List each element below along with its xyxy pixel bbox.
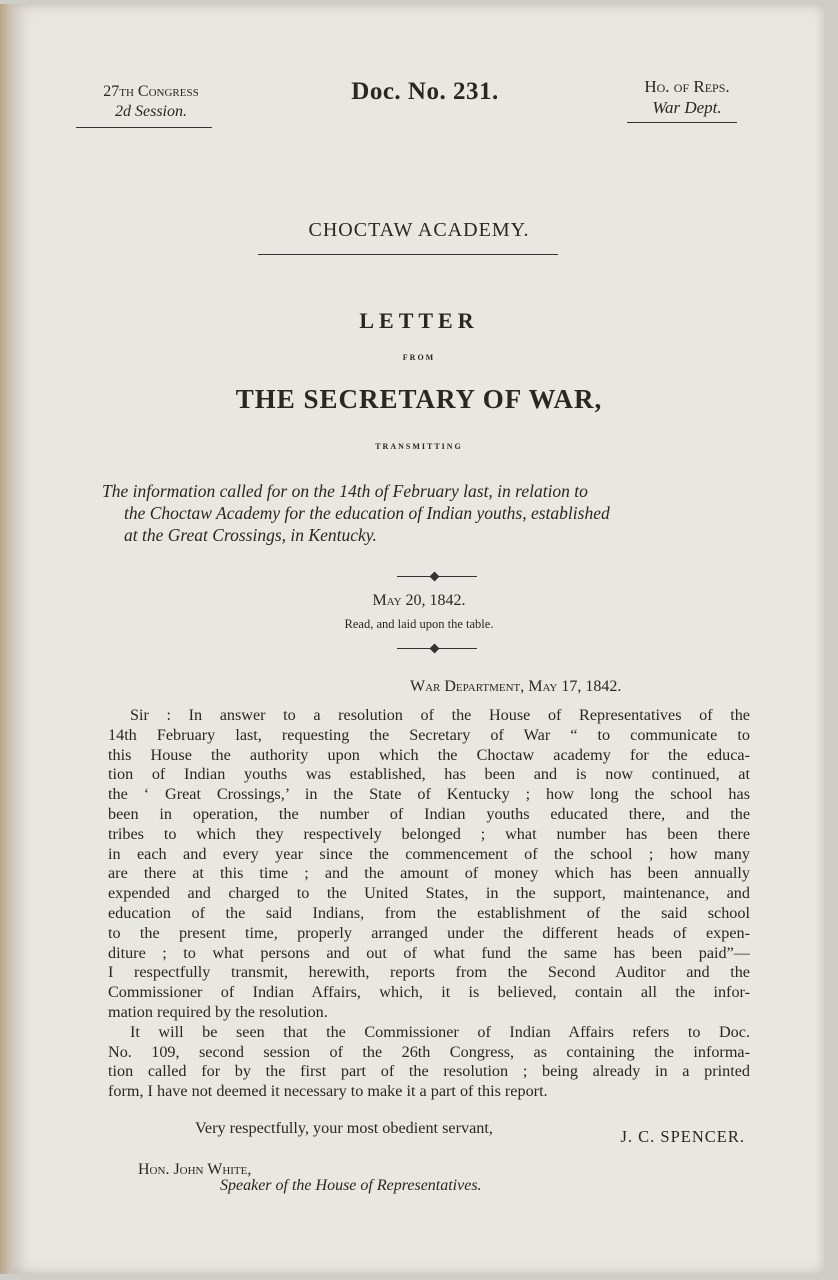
signature: J. C. SPENCER. (620, 1127, 745, 1146)
body-line: diture ; to what persons and out of what fund the same has been paid”— (108, 943, 750, 962)
body-line: been in operation, the number of Indian youths educated there, and the (108, 804, 750, 823)
subject-title: CHOCTAW ACADEMY. (308, 219, 530, 241)
letter-origin: War Department, May 17, 1842. (410, 678, 622, 695)
body-line: I respectfully transmit, herewith, reports from the Second Auditor and the (108, 963, 750, 982)
house-dept-header (622, 76, 752, 118)
body-line: mation required by the resolution. (108, 1002, 328, 1021)
body-line: this House the authority upon which the Choctaw academy for the educa- (108, 745, 750, 764)
congress-session-header (76, 82, 226, 122)
body-line: No. 109, second session of the 26th Congress, as containing the informa- (108, 1042, 750, 1061)
information-description (102, 480, 752, 546)
info-line: the Choctaw Academy for the education of Indian youths, established (124, 503, 610, 523)
body-line: Sir : In answer to a resolution of the House of Representatives of the (130, 706, 750, 724)
department-label: War Dept. (652, 98, 722, 117)
from-label: FROM (402, 353, 436, 362)
date-line: May 20, 1842. (372, 592, 466, 609)
body-line: in each and every year since the commencement of the school ; how many (108, 844, 750, 863)
letter-heading: LETTER (359, 308, 479, 333)
header-rule-left (76, 127, 212, 128)
body-line: are there at this time ; and the amount of money which has been annually (108, 864, 750, 883)
body-line: education of the said Indians, from the establishment of the said school (108, 903, 750, 922)
addressee-name: Hon. John White, (138, 1161, 252, 1178)
house-label: Ho. of Reps. (644, 77, 730, 96)
body-line: 14th February last, requesting the Secretary of War “ to communicate to (108, 725, 750, 744)
body-line: tribes to which they respectively belonged ; what number has been there (108, 824, 750, 843)
body-line: Commissioner of Indian Affairs, which, it is believed, contain all the infor- (108, 983, 750, 1002)
letter-body (108, 706, 750, 1102)
secretary-heading: THE SECRETARY OF WAR, (235, 384, 603, 414)
info-line: The information called for on the 14th of February last, in relation to (102, 481, 588, 501)
body-line: tion of Indian youths was established, has been and is now continued, at (108, 765, 750, 784)
ornament-divider-bottom (397, 644, 477, 654)
doc-number: Doc. No. 231. (351, 78, 499, 105)
info-line: at the Great Crossings, in Kentucky. (124, 525, 377, 545)
body-line: It will be seen that the Commissioner of Indian Affairs refers to Doc. (130, 1022, 750, 1041)
subject-rule (258, 254, 558, 255)
body-line: tion called for by the first part of the resolution ; being already in a printed (108, 1062, 750, 1081)
body-line: to the present time, properly arranged under the different heads of expen- (108, 923, 750, 942)
congress-label: 27th Congress (103, 83, 199, 100)
body-line: expended and charged to the United States, in the support, maintenance, and (108, 884, 750, 903)
addressee-title: Speaker of the House of Representatives. (220, 1177, 482, 1194)
transmitting-label: TRANSMITTING (375, 442, 463, 451)
ornament-divider-top (397, 572, 477, 582)
session-label: 2d Session. (115, 103, 187, 120)
closing-line: Very respectfully, your most obedient servant, (195, 1119, 493, 1137)
header-rule-right (627, 122, 737, 123)
body-line: the ‘ Great Crossings,’ in the State of Kentucky ; how long the school has (108, 785, 750, 804)
read-note: Read, and laid upon the table. (344, 617, 494, 631)
body-line: form, I have not deemed it necessary to make it a part of this report. (108, 1082, 548, 1101)
